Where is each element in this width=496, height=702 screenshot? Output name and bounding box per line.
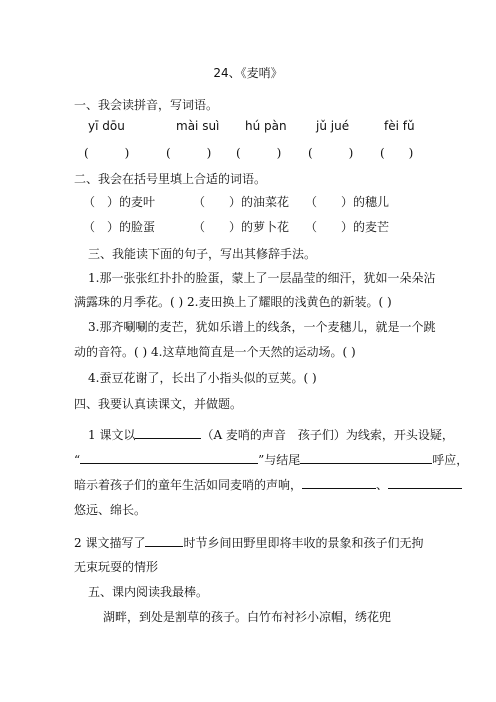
section-1-heading: 一、我会读拼音，写词语。 — [74, 98, 219, 112]
fill-item-you-cai-hua[interactable]: （ ）的油菜花 — [193, 195, 290, 209]
answer-bracket-row — [0, 145, 496, 161]
question-2-line-2: 无束玩耍的情形 — [74, 560, 159, 574]
q1-blank-adj-1[interactable] — [302, 477, 376, 489]
q1-prefix: 1 课文以 — [88, 428, 136, 442]
question-1-line-3: 暗示着孩子们的童年生活如同麦哨的声响， 、 — [74, 477, 462, 493]
fill-item-lian-dan[interactable]: （ ）的脸蛋 — [83, 220, 156, 234]
fill-item-sui-er[interactable]: （ ）的穗儿 — [305, 195, 390, 209]
answer-bracket-4[interactable]: ( ) — [308, 146, 354, 160]
q1-suffix: （A 麦哨的声音 孩子们）为线索，开头设疑， — [201, 428, 454, 442]
sentence-3-line-1: 3.那齐唰唰的麦芒，犹如乐谱上的线条，一个麦穗儿，就是一个跳 — [88, 320, 436, 334]
q1-blank-adj-2[interactable] — [388, 477, 462, 489]
section-3-heading: 三、我能读下面的句子，写出其修辞手法。 — [88, 247, 317, 261]
pinyin-5: fèi fǔ — [384, 119, 415, 133]
fill-row-1 — [0, 194, 496, 210]
reading-passage-line-1: 湖畔，到处是割草的孩子。白竹布衬衫小凉帽，绣花兜 — [103, 610, 392, 624]
pinyin-row — [0, 118, 496, 134]
question-1-line-4: 悠远、绵长。 — [74, 503, 147, 517]
section-4-heading: 四、我要认真读课文，并做题。 — [74, 397, 243, 411]
answer-bracket-3[interactable]: ( ) — [236, 146, 282, 160]
pinyin-4: jǔ jué — [316, 119, 350, 133]
q1-blank-ending[interactable] — [300, 452, 432, 464]
fill-item-luo-bo-hua[interactable]: （ ）的萝卜花 — [193, 220, 290, 234]
q1-blank-opening[interactable] — [80, 452, 258, 464]
question-1-line-1 — [88, 427, 454, 443]
question-1-line-2: “ ”与结尾 呼应， — [74, 453, 469, 467]
q1-blank-clue[interactable] — [135, 427, 201, 439]
section-5-heading: 五、课内阅读我最棒。 — [88, 585, 209, 599]
section-2-heading: 二、我会在括号里填上合适的词语。 — [74, 172, 267, 186]
question-2-line-1: 2 课文描写了 时节乡间田野里即将丰收的景象和孩子们无拘 — [74, 536, 424, 550]
answer-bracket-5[interactable]: ( ) — [380, 146, 414, 160]
answer-bracket-1[interactable]: ( ) — [84, 146, 130, 160]
fill-item-mai-ye[interactable]: （ ）的麦叶 — [83, 195, 156, 209]
pinyin-2: mài suì — [176, 119, 220, 133]
sentence-5: 4.蚕豆花谢了，长出了小指头似的豆荚。( ) — [88, 371, 317, 385]
page-title: 24、《麦哨》 — [213, 66, 283, 80]
sentence-1-line-1: 1.那一张张红扑扑的脸蛋，蒙上了一层晶莹的细汗，犹如一朵朵沾 — [88, 271, 436, 285]
sentence-3-line-2: 动的音符。( ) 4.这草地简直是一个天然的运动场。( ) — [74, 345, 356, 359]
fill-item-mai-mang[interactable]: （ ）的麦芒 — [305, 220, 390, 234]
pinyin-3: hú pàn — [245, 119, 287, 133]
fill-row-2 — [0, 219, 496, 235]
sentence-1-line-2: 满露珠的月季花。( ) 2.麦田换上了耀眼的浅黄色的新装。( ) — [74, 295, 392, 309]
pinyin-1: yī dōu — [88, 119, 125, 133]
q2-blank-season[interactable] — [145, 535, 183, 547]
answer-bracket-2[interactable]: ( ) — [166, 146, 212, 160]
